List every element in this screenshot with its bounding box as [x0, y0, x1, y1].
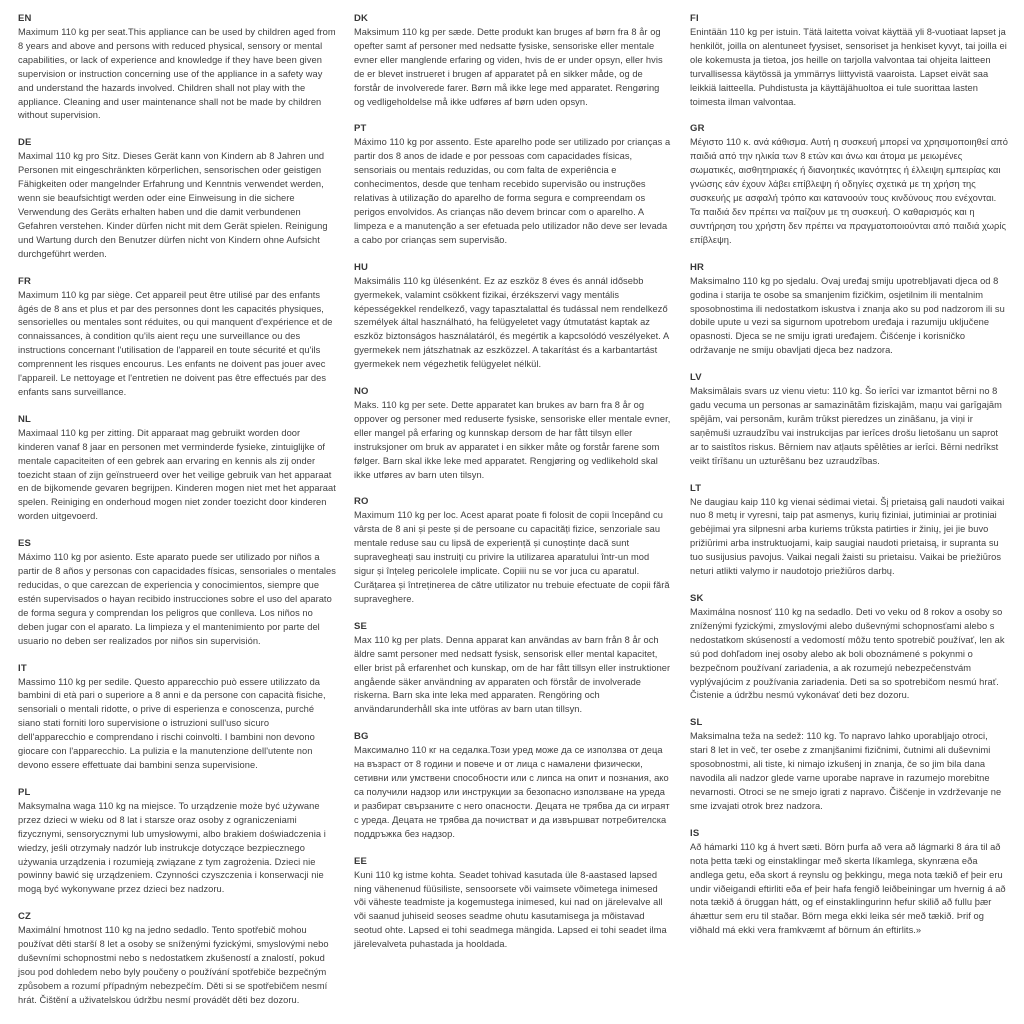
language-code-ro: RO: [354, 496, 369, 508]
language-text-nl: Maximaal 110 kg per zitting. Dit apparaat mag gebruikt worden door kinderen vanaf 8 jaar en personen met verminderde fysieke, zintuiglijke of mentale capaciteiten of een gebrek aan ervaring en kennis als zij onder toezicht staan of zijn geïnstrueerd over het veilige gebruik van het apparaat en de bijkomende gevaren begrijpen. Kinderen mogen niet met het apparaat spelen. Reiniging en onderhoud mogen niet zonder toezicht door kinderen worden uitgevoerd.: [18, 427, 336, 522]
language-code-fr: FR: [18, 275, 32, 287]
language-text-en: Maximum 110 kg per seat.This appliance can be used by children aged from 8 years and above and persons with reduced physical, sensory or mental capabilities, or lack of experience and knowledge if they have been given supervision or instruction concerning use of the appliance in a safety way and understand the hazards involved. Children shall not play with the appliance. Cleaning and user maintenance shall not be made by children without supervision.: [18, 27, 336, 121]
language-code-is: IS: [690, 827, 700, 839]
column-left: [18, 12, 336, 1021]
lang-block-bg: [354, 730, 672, 841]
language-text-it: Massimo 110 kg per sedile. Questo apparecchio può essere utilizzato da bambini di età pari o superiore a 8 anni e da persone con capacità fisiche, sensoriali o mentali ridotte, o prive di esperienza e conoscenza, purché siano stati forniti loro supervisione o istruzioni sull'uso sicuro dell'apparecchio e comprendano i rischi coinvolti. I bambini non devono giocare con l'apparecchio. La pulizia e la manutenzione dell'utente non devono essere effettuate dai bambini senza supervisione.: [18, 676, 326, 770]
language-code-se: SE: [354, 620, 368, 632]
lang-block-is: [690, 827, 1008, 938]
lang-block-gr: [690, 122, 1008, 247]
language-code-hr: HR: [690, 261, 705, 273]
lang-block-nl: [18, 413, 336, 524]
language-code-sl: SL: [690, 717, 703, 729]
lang-block-dk: [354, 12, 672, 109]
lang-block-es: [18, 537, 336, 648]
lang-block-cz: [18, 910, 336, 1007]
language-code-lt: LT: [690, 482, 702, 494]
language-code-nl: NL: [18, 413, 32, 425]
lang-block-sk: [690, 592, 1008, 703]
language-text-sk: Maximálna nosnosť 110 kg na sedadlo. Deti vo veku od 8 rokov a osoby so zníženými fyzickými, zmyslovými alebo duševnými schopnosťami alebo s nedostatkom skúseností a vedomostí môžu tento spotrebič používať, len ak sú pod dohľadom inej osoby alebo ak boli oboznámené s pokynmi o bezpečnom používaní zariadenia, a ak rozumejú nebezpečenstvám vyplývajúcim z používania zariadenia. Deti sa so spotrebičom nesmú hrať. Čistenie a údržbu nesmú vykonávať deti bez dozoru.: [690, 607, 1005, 701]
language-code-dk: DK: [354, 13, 369, 24]
lang-block-lv: [690, 371, 1008, 468]
lang-block-lt: [690, 482, 1008, 579]
language-text-ro: Maximum 110 kg per loc. Acest aparat poate fi folosit de copii începând cu vârsta de 8 ani și peste și de persoane cu capacități fizice, senzoriale sau mentale reduse sau cu lipsă de experiență și cunoștințe dacă sunt supravegheați sau instruiți cu privire la utilizarea aparatului într-un mod sigur și înțeleg pericolele implicate. Copiii nu se vor juca cu aparatul. Curățarea și întreținerea de către utilizator nu trebuie efectuate de copii fără supraveghere.: [354, 510, 670, 604]
language-text-gr: Μέγιστο 110 κ. ανά κάθισμα. Αυτή η συσκευή μπορεί να χρησιμοποιηθεί από παιδιά από την ηλικία των 8 ετών και άνω και άτομα με μειωμένες σωματικές, αισθητηριακές ή διανοητικές ικανότητες ή έλλειψη εμπειρίας και γνώσης εάν έχουν λάβει επίβλεψη ή οδηγίες σχετικά με τη χρήση της συσκευής με ασφαλή τρόπο και κατανοούν τους κινδύνους που ενέχονται. Τα παιδιά δεν πρέπει να παίζουν με τη συσκευή. Ο καθαρισμός και η συντήρηση του χρήστη δεν πρέπει να πραγματοποιούνται από παιδιά χωρίς επίβλεψη.: [690, 137, 1008, 245]
language-text-is: Að hámarki 110 kg á hvert sæti. Börn þurfa að vera að lágmarki 8 ára til að nota þetta tæki og einstaklingar með skerta líkamlega, skynræna eða andlega getu, eða skort á reynslu og þekkingu, mega nota tækið ef þeir eru undir viðeigandi eftirliti eða ef þeir hafa fengið leiðbeiningar um hvernig á að nota tækið á öruggan hátt, og ef einstaklingurinn hefur skilið að fullu þær áhættur sem eru til staðar. Börn mega ekki leika sér með tækið. Þrif og viðhald má ekki vera framkvæmt af börnum án eftirlits.»: [690, 841, 1006, 936]
lang-block-ee: [354, 855, 672, 952]
language-text-hu: Maksimális 110 kg ülésenként. Ez az eszköz 8 éves és annál idősebb gyermekek, valamint csökkent fizikai, érzékszervi vagy mentális képességekkel rendelkező, vagy tapasztalattal és tudással nem rendelkező személyek által használható, ha felügyeletet vagy útmutatást kaptak az eszköz biztonságos használatáról, és megértik a kapcsolódó veszélyeket. A gyermekek nem játszhatnak az eszközzel. A takarítást és a karbantartást gyermekek nem végezhetik felügyelet nélkül.: [354, 275, 669, 370]
language-text-dk: Maksimum 110 kg per sæde. Dette produkt kan bruges af børn fra 8 år og opefter samt af personer med nedsatte fysiske, sensoriske eller mentale evner eller manglende erfaring og viden, hvis de er under opsyn, eller hvis de er blevet instrueret i brugen af apparatet på en sikker måde, og de forstår de involverede farer. Børn må ikke lege med apparatet. Rengøring og vedligeholdelse må ikke udføres af børn uden opsyn.: [354, 27, 663, 107]
lang-block-no: [354, 385, 672, 482]
lang-block-hr: [690, 261, 1008, 358]
lang-block-pt: [354, 122, 672, 247]
language-code-en: EN: [18, 13, 32, 24]
lang-block-se: [354, 620, 672, 717]
lang-block-en: [18, 12, 336, 123]
lang-block-fi: [690, 12, 1008, 109]
language-code-lv: LV: [690, 372, 702, 384]
lang-block-de: [18, 136, 336, 261]
language-code-it: IT: [18, 662, 27, 674]
language-text-de: Maximal 110 kg pro Sitz. Dieses Gerät kann von Kindern ab 8 Jahren und Personen mit eingeschränkten körperlichen, sensorischen oder geistigen Fähigkeiten oder mangelnder Erfahrung und Kenntnis verwendet werden, wenn sie beaufsichtigt werden oder eine Einweisung in die sichere Verwendung des Geräts erhalten haben und die damit verbundenen Gefahren verstehen. Kinder dürfen nicht mit dem Gerät spielen. Reinigung und Wartung durch den Benutzer dürfen nicht von Kindern ohne Aufsicht durchgeführt werden.: [18, 151, 328, 259]
language-code-ee: EE: [354, 855, 368, 867]
language-code-sk: SK: [690, 593, 704, 604]
language-code-no: NO: [354, 386, 369, 398]
language-text-pt: Máximo 110 kg por assento. Este aparelho pode ser utilizado por crianças a partir dos 8 anos de idade e por pessoas com capacidades físicas, sensoriais ou mentais reduzidas, ou com falta de experiência e conhecimentos, desde que tenham recebido supervisão ou instruções relativas à utilização do aparelho de forma segura e compreendam os perigos envolvidos. As crianças não devem brincar com o aparelho. A limpeza e a manutenção a ser efetuada pelo utilizador não deve ser levada a cabo por crianças sem supervisão.: [354, 137, 671, 245]
lang-block-hu: [354, 261, 672, 372]
language-text-ee: Kuni 110 kg istme kohta. Seadet tohivad kasutada üle 8-aastased lapsed ning vähenenud füüsiliste, sensoorsete või vaimsete võimetega inimesed või väheste teadmiste ja kogemustega inimesed, kui nad on järelevalve all või saanud juhiseid seoses seadme ohutu kasutamisega ja mõistavad seotud ohte. Lapsed ei tohi seadmega mängida. Lapsed ei tohi seadet ilma järelevalveta puhastada ja hooldada.: [354, 869, 667, 950]
language-text-no: Maks. 110 kg per sete. Dette apparatet kan brukes av barn fra 8 år og oppover og personer med reduserte fysiske, sensoriske eller mentale evner, eller mangel på erfaring og kunnskap dersom de har fått tilsyn eller instruksjoner om bruk av apparatet i en sikker måte og forstår farene som følger. Barn skal ikke leke med apparatet. Rengjøring og vedlikehold skal ikke utføres av barn uten tilsyn.: [354, 400, 671, 480]
lang-block-sl: [690, 716, 1008, 813]
column-right: [690, 12, 1008, 1021]
language-text-bg: Максимално 110 кг на седалка.Този уред може да се използва от деца на възраст от 8 години и повече и от лица с намалени физически, сетивни или умствени способности или с липса на опит и познания, ако са получили надзор или инструкции за безопасно използване на уреда и разбират свързаните с него опасности. Децата не трябва да си играят с уреда. Децата не трябва да почистват и да извършват потребителска поддръжка без надзор.: [354, 745, 670, 839]
lang-block-it: [18, 662, 336, 773]
language-code-fi: FI: [690, 13, 699, 24]
lang-block-ro: [354, 495, 672, 606]
language-text-cz: Maximální hmotnost 110 kg na jedno sedadlo. Tento spotřebič mohou používat děti starší 8 let a osoby se sníženými fyzickými, smyslovými nebo duševními schopnostmi nebo s nedostatkem zkušeností a znalostí, pokud jsou pod dohledem nebo byly poučeny o používání spotřebiče bezpečným způsobem a rozumí případným nebezpečím. Děti si se spotřebičem nesmí hrát. Čištění a uživatelskou údržbu nesmí provádět děti bez dozoru.: [18, 925, 329, 1005]
language-text-fi: Enintään 110 kg per istuin. Tätä laitetta voivat käyttää yli 8-vuotiaat lapset ja henkilöt, joilla on alentuneet fyysiset, sensoriset ja henkiset kyvyt, tai joilla ei ole kokemusta ja tietoa, jos heille on tarjolla valvontaa tai ohjeita laitteen turvallisessa käytössä ja ymmärrys liittyvistä vaaroista. Lapset eivät saa leikkiä laitteella. Puhdistusta ja käyttäjähuoltoa ei tule suorittaa lasten toimesta ilman valvontaa.: [690, 27, 1007, 107]
language-text-lv: Maksimālais svars uz vienu vietu: 110 kg. Šo ierīci var izmantot bērni no 8 gadu vecuma un personas ar samazinātām fiziskajām, maņu vai garīgajām spējām, vai personām, kurām trūkst pieredzes un zināšanu, ja viņi ir saņēmuši uzraudzību vai instrukcijas par ierīces drošu lietošanu un saprot ar to saistītos riskus. Bērniem nav atļauts spēlēties ar ierīci. Bērni nedrīkst veikt tīrīšanu un uzturēšanu bez uzraudzības.: [690, 386, 1002, 466]
language-code-hu: HU: [354, 261, 369, 273]
language-text-sl: Maksimalna teža na sedež: 110 kg. To napravo lahko uporabljajo otroci, stari 8 let in več, ter osebe z zmanjšanimi fizičnimi, čutnimi ali duševnimi sposobnostmi, ali tiste, ki nimajo izkušenj in znanja, če so jim bila dana navodila ali nadzor glede varne uporabe naprave in razumejo morebitne nevarnosti. Otroci se ne smejo igrati z napravo. Čiščenje in vzdrževanje ne sme izvajati otrok brez nadzora.: [690, 731, 1002, 811]
language-code-pt: PT: [354, 123, 367, 135]
lang-block-pl: [18, 786, 336, 897]
language-code-es: ES: [18, 538, 32, 550]
language-text-lt: Ne daugiau kaip 110 kg vienai sėdimai vietai. Šį prietaisą gali naudoti vaikai nuo 8 metų ir vyresni, taip pat asmenys, kurių fiziniai, jutiminiai ar protiniai gebėjimai yra silpnesni arba kuriems trūksta patirties ir žinių, jei jie buvo prižiūrimi arba instruktuojami, kaip saugiai naudoti prietaisą, ir supranta su tuo susijusius pavojus. Vaikai negali žaisti su prietaisu. Vaikai be priežiūros neturi atlikti valymo ir naudotojo priežiūros darbų.: [690, 496, 1005, 577]
language-code-cz: CZ: [18, 911, 32, 923]
language-code-bg: BG: [354, 731, 369, 743]
language-text-hr: Maksimalno 110 kg po sjedalu. Ovaj uređaj smiju upotrebljavati djeca od 8 godina i starija te osobe sa smanjenim fizičkim, osjetilnim ili mentalnim sposobnostima ili nedostatkom iskustva i znanja ako su pod nadzorom ili su dobile upute u vezi sa sigurnom upotrebom uređaja i razumiju uključene opasnosti. Djeca se ne smiju igrati uređajem. Čišćenje i korisničko održavanje ne smiju obavljati djeca bez nadzora.: [690, 275, 1005, 356]
language-text-se: Max 110 kg per plats. Denna apparat kan användas av barn från 8 år och äldre samt personer med nedsatt fysisk, sensorisk eller mental kapacitet, eller brist på erfarenhet och kunskap, om de har fått tillsyn eller instruktioner angående säker användning av apparaten och förstår de involverade riskerna. Barn ska inte leka med apparaten. Rengöring och användarunderhåll ska inte utföras av barn utan tillsyn.: [354, 634, 671, 715]
lang-block-fr: [18, 275, 336, 400]
language-text-fr: Maximum 110 kg par siège. Cet appareil peut être utilisé par des enfants âgés de 8 ans et plus et par des personnes dont les capacités physiques, sensorielles ou mentales sont réduites, ou qui manquent d'expérience et de connaissances, à condition qu'ils aient reçu une surveillance ou des instructions concernant l'utilisation de l'appareil en toute sécurité et qu'ils comprennent les risques encourus. Les enfants ne doivent pas jouer avec l'appareil. Le nettoyage et l'entretien ne doivent pas être effectués par des enfants sans surveillance.: [18, 289, 333, 397]
column-middle: [354, 12, 672, 1021]
language-text-es: Máximo 110 kg por asiento. Este aparato puede ser utilizado por niños a partir de 8 años y personas con capacidades físicas, sensoriales o mentales reducidas, o que carezcan de experiencia y conocimientos, siempre que estén supervisados o hayan recibido instrucciones sobre el uso del aparato de forma segura y comprendan los peligros que conlleva. Los niños no deben jugar con el aparato. La limpieza y el mantenimiento por parte del usuario no deben ser realizados por niños sin supervisión.: [18, 552, 336, 646]
language-text-pl: Maksymalna waga 110 kg na miejsce. To urządzenie może być używane przez dzieci w wieku od 8 lat i starsze oraz osoby z ograniczeniami fizycznymi, sensorycznymi lub umysłowymi, albo brakiem doświadczenia i wiedzy, jeśli otrzymały nadzór lub instrukcje dotyczące bezpiecznego używania urządzenia i rozumieją związane z tym zagrożenia. Dzieci nie powinny bawić się urządzeniem. Czynności czyszczenia i konserwacji nie mogą być wykonywane przez dzieci bez nadzoru.: [18, 800, 326, 895]
language-code-de: DE: [18, 137, 32, 149]
language-code-pl: PL: [18, 786, 31, 798]
language-code-gr: GR: [690, 123, 705, 135]
